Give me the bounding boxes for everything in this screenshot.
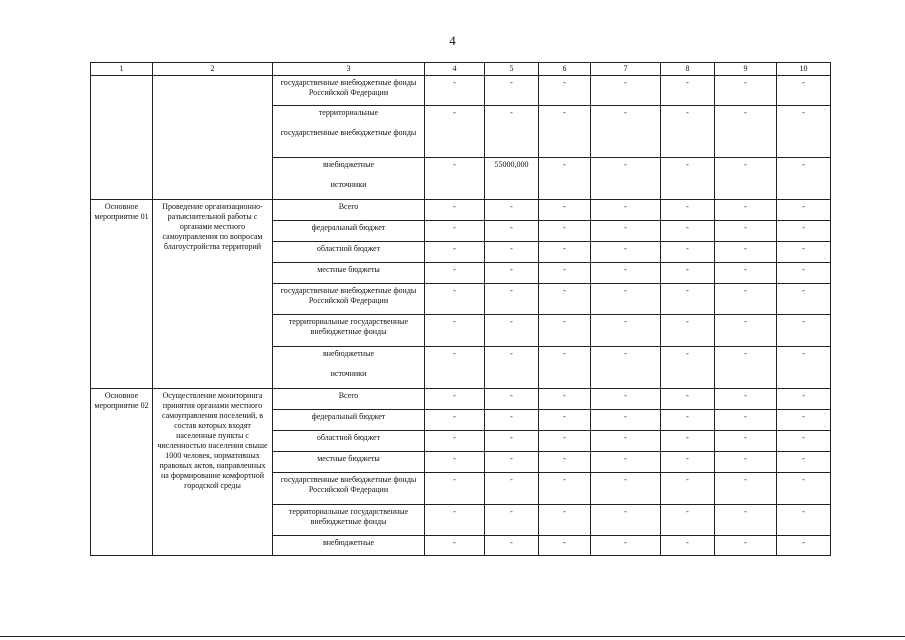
value-cell: -	[485, 221, 539, 242]
column-header: 5	[485, 63, 539, 76]
value-cell: -	[539, 389, 591, 410]
funding-source: местные бюджеты	[273, 452, 425, 473]
value-cell: -	[539, 315, 591, 347]
column-header: 6	[539, 63, 591, 76]
value-cell: -	[715, 315, 777, 347]
funding-source: Всего	[273, 200, 425, 221]
value-cell: -	[715, 221, 777, 242]
value-cell: -	[591, 431, 661, 452]
value-cell: -	[591, 410, 661, 431]
funding-source	[273, 347, 425, 389]
value-cell: -	[777, 452, 831, 473]
value-cell: -	[777, 263, 831, 284]
column-header: 9	[715, 63, 777, 76]
value-cell: -	[715, 76, 777, 106]
value-cell: -	[661, 158, 715, 200]
value-cell: -	[777, 347, 831, 389]
value-cell: -	[591, 473, 661, 505]
value-cell: -	[777, 431, 831, 452]
funding-source: государственные внебюджетные фонды Российской Федерации	[273, 473, 425, 505]
value-cell: -	[425, 389, 485, 410]
column-number-row	[91, 63, 831, 76]
value-cell: -	[485, 76, 539, 106]
value-cell: -	[539, 221, 591, 242]
value-cell: -	[485, 505, 539, 536]
value-cell: -	[661, 347, 715, 389]
funding-source	[273, 106, 425, 158]
value-cell: -	[485, 431, 539, 452]
column-header: 7	[591, 63, 661, 76]
table-row	[91, 389, 831, 410]
event-description: Осуществление мониторинга принятия органами местного самоуправления поселений, в состав которых входят населенные пункты с численностью населения свыше 1000 человек, нормативных правовых актов, направленных на формирование комфортной городской среды	[153, 389, 273, 556]
value-cell: -	[661, 106, 715, 158]
value-cell: -	[591, 158, 661, 200]
value-cell: 55000,000	[485, 158, 539, 200]
page-bottom-edge	[0, 636, 905, 637]
value-cell: -	[661, 410, 715, 431]
funding-source-line: источники	[330, 180, 367, 189]
value-cell: -	[539, 410, 591, 431]
value-cell: -	[715, 106, 777, 158]
value-cell: -	[777, 315, 831, 347]
value-cell: -	[715, 242, 777, 263]
funding-source: внебюджетные	[273, 536, 425, 556]
column-header: 1	[91, 63, 153, 76]
value-cell: -	[777, 242, 831, 263]
value-cell: -	[777, 200, 831, 221]
value-cell: -	[425, 158, 485, 200]
value-cell: -	[591, 76, 661, 106]
value-cell: -	[715, 200, 777, 221]
funding-source	[273, 158, 425, 200]
value-cell: -	[777, 158, 831, 200]
page-number: 4	[449, 33, 456, 48]
value-cell: -	[591, 263, 661, 284]
value-cell: -	[591, 106, 661, 158]
value-cell: -	[425, 473, 485, 505]
value-cell: -	[591, 221, 661, 242]
value-cell: -	[715, 505, 777, 536]
value-cell: -	[777, 536, 831, 556]
value-cell: -	[591, 315, 661, 347]
funding-source: территориальные государственные внебюджетные фонды	[273, 315, 425, 347]
value-cell: -	[661, 505, 715, 536]
value-cell: -	[715, 473, 777, 505]
value-cell: -	[591, 347, 661, 389]
event-code-cell	[91, 76, 153, 200]
value-cell: -	[539, 242, 591, 263]
funding-source: областной бюджет	[273, 431, 425, 452]
value-cell: -	[661, 200, 715, 221]
value-cell: -	[539, 431, 591, 452]
value-cell: -	[539, 284, 591, 315]
value-cell: -	[591, 536, 661, 556]
funding-source: федеральный бюджет	[273, 410, 425, 431]
value-cell: -	[591, 505, 661, 536]
value-cell: -	[591, 284, 661, 315]
value-cell: -	[661, 263, 715, 284]
value-cell: -	[539, 263, 591, 284]
value-cell: -	[715, 452, 777, 473]
event-description: Проведение организационно-разъяснительной работы с органами местного самоуправления по вопросам благоустройства территорий	[153, 200, 273, 389]
event-code: Основное мероприятие 02	[91, 389, 153, 556]
value-cell: -	[425, 452, 485, 473]
funding-source: Всего	[273, 389, 425, 410]
value-cell: -	[425, 536, 485, 556]
value-cell: -	[539, 505, 591, 536]
value-cell: -	[661, 389, 715, 410]
column-header: 10	[777, 63, 831, 76]
value-cell: -	[425, 106, 485, 158]
value-cell: -	[539, 106, 591, 158]
funding-source: государственные внебюджетные фонды Российской Федерации	[273, 284, 425, 315]
value-cell: -	[661, 473, 715, 505]
funding-source: областной бюджет	[273, 242, 425, 263]
value-cell: -	[539, 452, 591, 473]
value-cell: -	[485, 284, 539, 315]
value-cell: -	[485, 536, 539, 556]
value-cell: -	[777, 505, 831, 536]
column-header: 8	[661, 63, 715, 76]
value-cell: -	[425, 315, 485, 347]
value-cell: -	[715, 263, 777, 284]
value-cell: -	[715, 158, 777, 200]
funding-source: местные бюджеты	[273, 263, 425, 284]
column-header: 3	[273, 63, 425, 76]
value-cell: -	[777, 473, 831, 505]
table-row	[91, 200, 831, 221]
value-cell: -	[539, 536, 591, 556]
value-cell: -	[539, 200, 591, 221]
value-cell: -	[777, 410, 831, 431]
value-cell: -	[777, 389, 831, 410]
value-cell: -	[777, 76, 831, 106]
funding-source: территориальные государственные внебюджетные фонды	[273, 505, 425, 536]
value-cell: -	[591, 200, 661, 221]
value-cell: -	[539, 473, 591, 505]
value-cell: -	[485, 389, 539, 410]
value-cell: -	[777, 106, 831, 158]
event-description-cell	[153, 76, 273, 200]
value-cell: -	[591, 242, 661, 263]
funding-source-line: внебюджетные	[323, 349, 374, 358]
column-header: 4	[425, 63, 485, 76]
value-cell: -	[661, 536, 715, 556]
value-cell: -	[661, 431, 715, 452]
value-cell: -	[715, 536, 777, 556]
funding-source-line: государственные внебюджетные фонды	[280, 128, 417, 137]
value-cell: -	[425, 221, 485, 242]
funding-source-line: внебюджетные	[323, 160, 374, 169]
value-cell: -	[661, 76, 715, 106]
value-cell: -	[485, 347, 539, 389]
funding-table	[90, 62, 831, 556]
value-cell: -	[715, 410, 777, 431]
value-cell: -	[661, 452, 715, 473]
value-cell: -	[485, 242, 539, 263]
value-cell: -	[715, 389, 777, 410]
value-cell: -	[485, 106, 539, 158]
value-cell: -	[425, 200, 485, 221]
value-cell: -	[661, 315, 715, 347]
column-header: 2	[153, 63, 273, 76]
value-cell: -	[591, 452, 661, 473]
value-cell: -	[425, 347, 485, 389]
value-cell: -	[539, 158, 591, 200]
value-cell: -	[485, 315, 539, 347]
value-cell: -	[715, 347, 777, 389]
event-code: Основное мероприятие 01	[91, 200, 153, 389]
value-cell: -	[425, 431, 485, 452]
table-row	[91, 76, 831, 106]
value-cell: -	[591, 389, 661, 410]
value-cell: -	[425, 263, 485, 284]
value-cell: -	[777, 221, 831, 242]
value-cell: -	[485, 473, 539, 505]
funding-source-line: территориальные	[318, 108, 379, 117]
value-cell: -	[715, 284, 777, 315]
value-cell: -	[715, 431, 777, 452]
funding-source: государственные внебюджетные фонды Российской Федерации	[273, 76, 425, 106]
funding-source: федеральный бюджет	[273, 221, 425, 242]
value-cell: -	[485, 410, 539, 431]
value-cell: -	[485, 263, 539, 284]
value-cell: -	[661, 221, 715, 242]
value-cell: -	[777, 284, 831, 315]
value-cell: -	[485, 200, 539, 221]
value-cell: -	[425, 76, 485, 106]
value-cell: -	[539, 76, 591, 106]
value-cell: -	[539, 347, 591, 389]
value-cell: -	[661, 242, 715, 263]
value-cell: -	[661, 284, 715, 315]
funding-source-line: источники	[330, 369, 367, 378]
value-cell: -	[425, 284, 485, 315]
value-cell: -	[425, 505, 485, 536]
value-cell: -	[425, 410, 485, 431]
value-cell: -	[425, 242, 485, 263]
value-cell: -	[485, 452, 539, 473]
